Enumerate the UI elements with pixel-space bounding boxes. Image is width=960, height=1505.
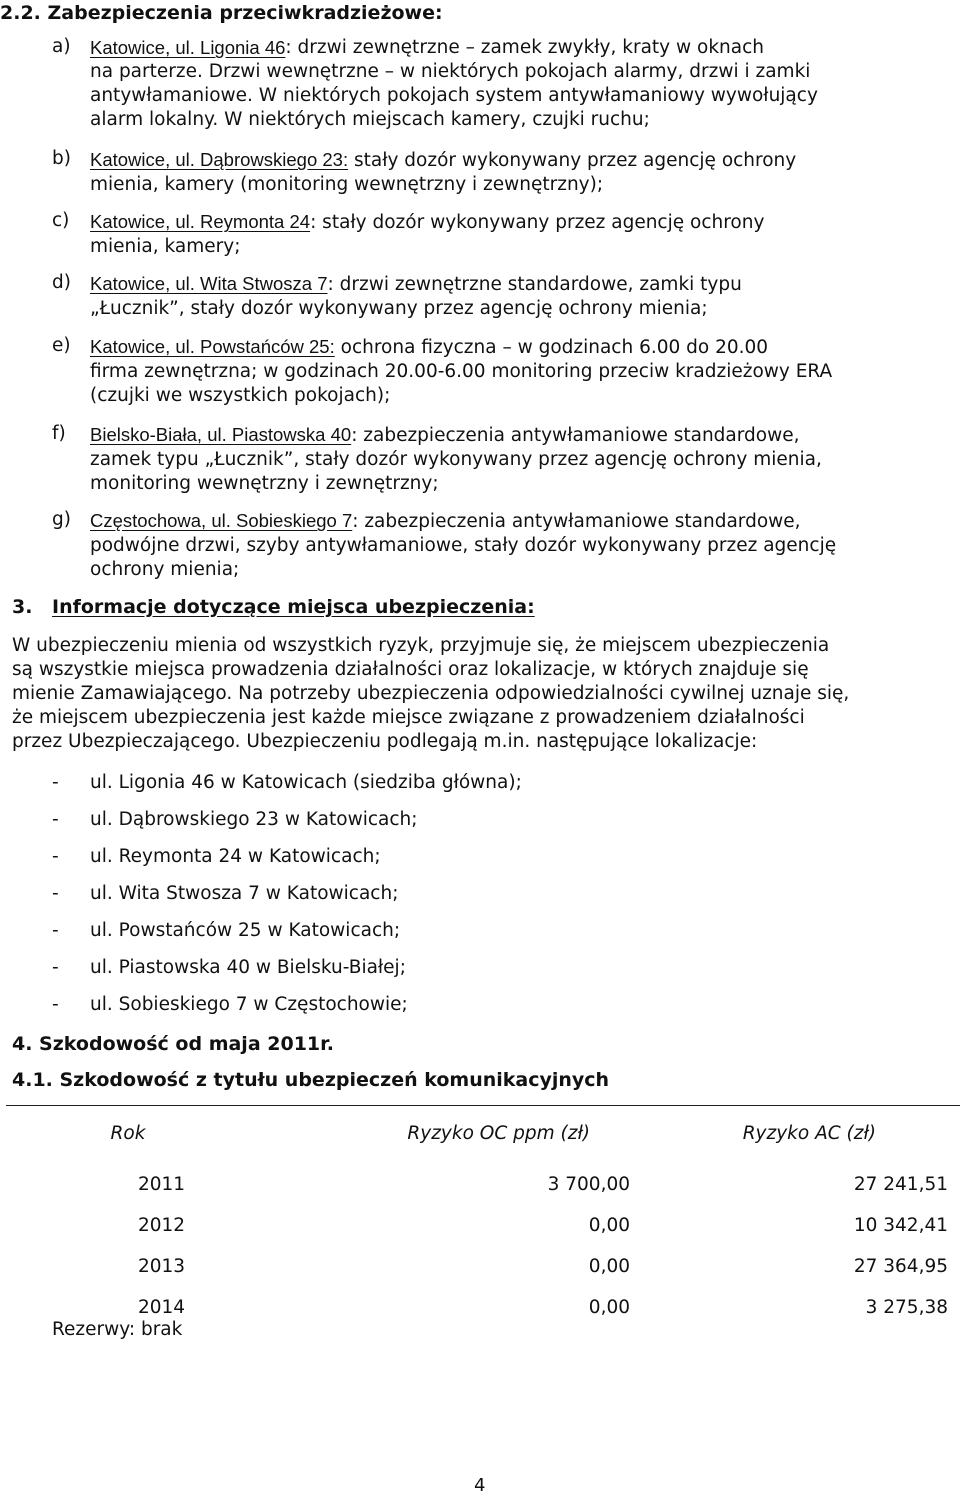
- row-year: 2012: [138, 1215, 186, 1236]
- item-g-letter: g): [52, 509, 71, 530]
- header-oc: [250, 1108, 630, 1154]
- item-f-address: Bielsko-Biała, ul. Piastowska 40: [90, 424, 352, 445]
- row-ac: 10 342,41: [853, 1215, 948, 1236]
- header-year: Rok: [110, 1122, 146, 1144]
- claims-table: [6, 1108, 960, 1318]
- table-row: [6, 1277, 960, 1318]
- header-ac: [630, 1108, 960, 1154]
- section-3-paragraph: [12, 634, 948, 754]
- section-2-2-heading: 2.2. Zabezpieczenia przeciwkradzieżowe:: [0, 2, 443, 24]
- location-dash: -: [52, 883, 59, 904]
- paragraph-line-3: mienie Zamawiającego. Na potrzeby ubezpieczenia odpowiedzialności cywilnej uznaje się,: [12, 683, 850, 704]
- page-number: 4: [474, 1475, 486, 1496]
- item-c: [90, 210, 948, 259]
- section-3-number: 3.: [12, 596, 33, 618]
- item-f-letter: f): [52, 423, 66, 444]
- item-c-address: Katowice, ul. Reymonta 24: [90, 211, 311, 232]
- item-a-address: Katowice, ul. Ligonia 46: [90, 37, 286, 58]
- item-e-address: Katowice, ul. Powstańców 25:: [90, 336, 335, 357]
- location-dash: -: [52, 846, 59, 867]
- item-c-letter: c): [52, 210, 70, 231]
- item-b-letter: b): [52, 148, 71, 169]
- row-ac: 27 241,51: [853, 1174, 948, 1195]
- location-dash: -: [52, 957, 59, 978]
- item-a-line-1: : drzwi zewnętrzne – zamek zwykły, kraty w oknach: [285, 37, 765, 58]
- item-f: [90, 423, 948, 496]
- table-row: [6, 1195, 960, 1236]
- item-e-line-3: (czujki we wszystkich pokojach);: [90, 385, 391, 406]
- item-g-line-3: ochrony mienia;: [90, 559, 240, 580]
- item-a: [90, 36, 948, 132]
- item-a-line-3: antywłamaniowe. W niektórych pokojach system antywłamaniowy wywołujący: [90, 85, 818, 106]
- row-oc: 3 700,00: [547, 1174, 630, 1195]
- location-dash: -: [52, 809, 59, 830]
- item-a-line-4: alarm lokalny. W niektórych miejscach kamery, czujki ruchu;: [90, 109, 650, 130]
- item-c-line-1: : stały dozór wykonywany przez agencję ochrony: [310, 212, 765, 233]
- item-e: [90, 335, 948, 408]
- item-g-line-2: podwójne drzwi, szyby antywłamaniowe, stały dozór wykonywany przez agencję: [90, 535, 837, 556]
- header-oc-label: Ryzyko OC ppm (zł): [407, 1122, 590, 1144]
- item-e-line-1: ochrona fizyczna – w godzinach 6.00 do 20.00: [334, 337, 769, 358]
- location-dash: -: [52, 920, 59, 941]
- section-4-1-heading: 4.1. Szkodowość z tytułu ubezpieczeń komunikacyjnych: [12, 1069, 610, 1091]
- item-f-line-3: monitoring wewnętrzny i zewnętrzny;: [90, 473, 439, 494]
- row-oc: 0,00: [588, 1256, 630, 1277]
- item-f-line-2: zamek typu „Łucznik”, stały dozór wykonywany przez agencję ochrony mienia,: [90, 449, 822, 470]
- table-row: [6, 1154, 960, 1195]
- row-ac: 27 364,95: [853, 1256, 948, 1277]
- location-item: ul. Powstańców 25 w Katowicach;: [90, 920, 401, 941]
- item-b-line-1: stały dozór wykonywany przez agencję ochrony: [348, 150, 797, 171]
- header-ac-label: Ryzyko AC (zł): [742, 1122, 876, 1144]
- item-g: [90, 509, 948, 582]
- location-item: ul. Sobieskiego 7 w Częstochowie;: [90, 994, 408, 1015]
- reserves-note: Rezerwy: brak: [52, 1319, 183, 1340]
- table-top-rule: [6, 1105, 960, 1106]
- item-b-line-2: mienia, kamery (monitoring wewnętrzny i zewnętrzny);: [90, 174, 604, 195]
- location-item: ul. Ligonia 46 w Katowicach (siedziba główna);: [90, 772, 522, 793]
- item-g-address: Częstochowa, ul. Sobieskiego 7: [90, 510, 353, 531]
- paragraph-line-4: że miejscem ubezpieczenia jest każde miejsce związane z prowadzeniem działalności: [12, 707, 805, 728]
- item-a-letter: a): [52, 36, 71, 57]
- location-dash: -: [52, 994, 59, 1015]
- item-d-line-2: „Łucznik”, stały dozór wykonywany przez agencję ochrony mienia;: [90, 298, 708, 319]
- table-row: [6, 1236, 960, 1277]
- paragraph-line-2: są wszystkie miejsca prowadzenia działalności oraz lokalizacje, w których znajduje się: [12, 659, 809, 680]
- section-3-heading: Informacje dotyczące miejsca ubezpieczenia:: [52, 596, 535, 618]
- location-item: ul. Piastowska 40 w Bielsku-Białej;: [90, 957, 406, 978]
- row-year: 2014: [138, 1297, 186, 1318]
- item-e-line-2: firma zewnętrzna; w godzinach 20.00-6.00 monitoring przeciw kradzieżowy ERA: [90, 361, 833, 382]
- location-dash: -: [52, 772, 59, 793]
- item-d-line-1: : drzwi zewnętrzne standardowe, zamki typu: [327, 274, 742, 295]
- row-oc: 0,00: [588, 1215, 630, 1236]
- item-f-line-1: : zabezpieczenia antywłamaniowe standardowe,: [351, 425, 800, 446]
- item-e-letter: e): [52, 335, 71, 356]
- item-b: [90, 148, 948, 197]
- paragraph-line-1: W ubezpieczeniu mienia od wszystkich ryzyk, przyjmuje się, że miejscem ubezpieczenia: [12, 635, 830, 656]
- section-4-heading: 4. Szkodowość od maja 2011r.: [12, 1033, 335, 1055]
- item-c-line-2: mienia, kamery;: [90, 236, 241, 257]
- row-year: 2013: [138, 1256, 186, 1277]
- item-g-line-1: : zabezpieczenia antywłamaniowe standardowe,: [352, 511, 801, 532]
- location-item: ul. Reymonta 24 w Katowicach;: [90, 846, 381, 867]
- row-ac: 3 275,38: [865, 1297, 948, 1318]
- location-item: ul. Dąbrowskiego 23 w Katowicach;: [90, 809, 418, 830]
- location-item: ul. Wita Stwosza 7 w Katowicach;: [90, 883, 399, 904]
- item-d-letter: d): [52, 272, 71, 293]
- item-a-line-2: na parterze. Drzwi wewnętrzne – w niektórych pokojach alarmy, drzwi i zamki: [90, 61, 811, 82]
- item-d: [90, 272, 948, 321]
- paragraph-line-5: przez Ubezpieczającego. Ubezpieczeniu podlegają m.in. następujące lokalizacje:: [12, 731, 758, 752]
- row-year: 2011: [138, 1174, 186, 1195]
- item-d-address: Katowice, ul. Wita Stwosza 7: [90, 273, 328, 294]
- item-b-address: Katowice, ul. Dąbrowskiego 23:: [90, 149, 349, 170]
- row-oc: 0,00: [588, 1297, 630, 1318]
